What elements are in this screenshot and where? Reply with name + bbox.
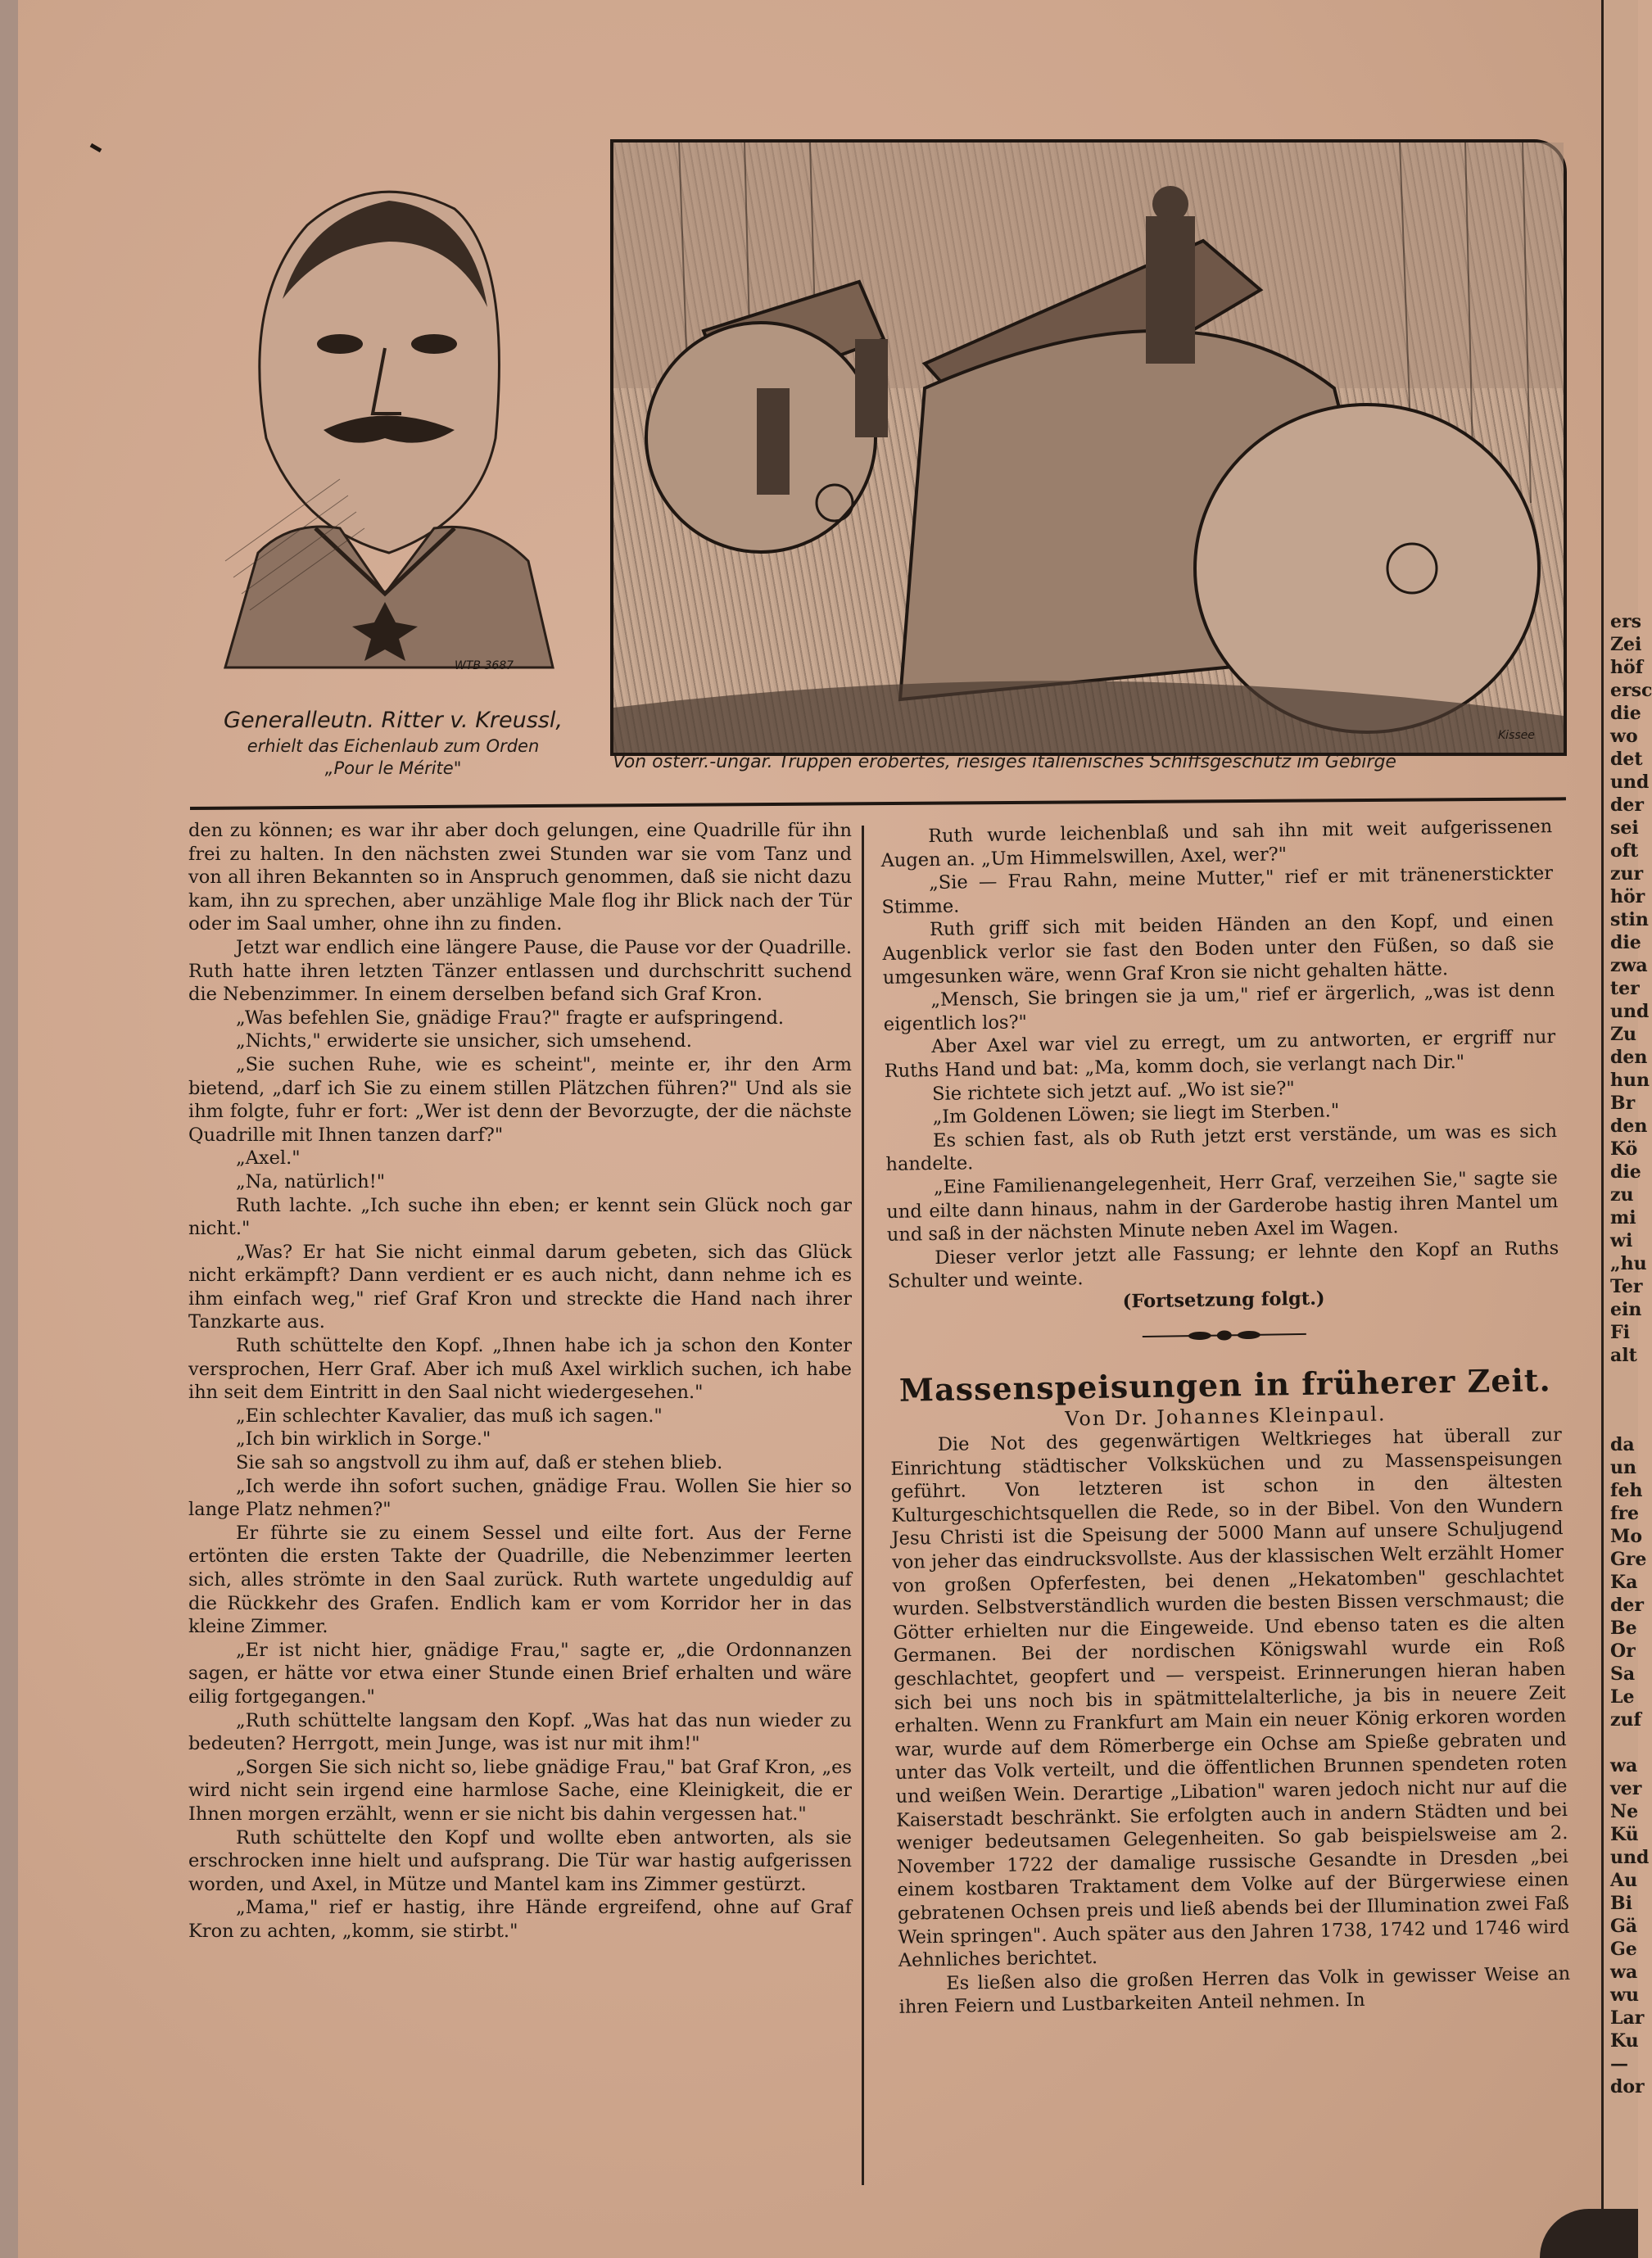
article-paragraph: Es ließen also die großen Herren das Volk in gewisser Weise an ihren Feiern und Lustbarkeiten Anteil nehmen. In bbox=[898, 1962, 1571, 2019]
serial-paragraph: Ruth schüttelte den Kopf. „Ihnen habe ich ja schon den Konter versprochen, Herr Graf. Aber ich muß Axel wirklich suchen, ich habe ihn seit dem Eintritt in den Saal nicht wiedergesehen." bbox=[188, 1335, 852, 1404]
adjacent-page bbox=[1604, 0, 1652, 2258]
serial-paragraph: Jetzt war endlich eine längere Pause, die Pause vor der Quadrille. Ruth hatte ihren letzten Tänzer entlassen und durchschritt suchend die Nebenzimmer. In einem derselben befand sich Graf Kron. bbox=[188, 936, 852, 1006]
serial-paragraph: „Ich bin wirklich in Sorge." bbox=[236, 1428, 491, 1450]
portrait-drawing bbox=[209, 168, 569, 667]
article-headline: Massenspeisungen in früherer Zeit. bbox=[898, 1361, 1551, 1410]
serial-paragraph: „Sie suchen Ruhe, wie es scheint", meinte er, ihr den Arm bietend, „darf ich Sie zu einem stillen Plätzchen führen?" Und als sie ihm folgte, fuhr er fort: „Wer ist denn der Bevorzugte, der die nächste Quadrille mit Ihnen tanzen darf?" bbox=[188, 1053, 852, 1146]
serial-paragraph: „Axel." bbox=[236, 1147, 301, 1170]
portrait-caption-line2: erhielt das Eichenlaub zum Orden bbox=[247, 736, 540, 756]
serial-paragraph: „Sorgen Sie sich nicht so, liebe gnädige Frau," bat Graf Kron, „es wird nicht sein irgend eine harmlose Sache, eine Kleinigkeit, die er Ihnen morgen erzählt, wenn er sie nicht bis dahin vergessen hat." bbox=[188, 1756, 852, 1825]
serial-paragraph: den zu können; es war ihr aber doch gelungen, eine Quadrille für ihn frei zu halten. In den nächsten zwei Stunden war sie vom Tanz und von all ihren Bekannten so in Anspruch genommen, daß sie nicht dazu kam, ihn zu sprechen, aber unzählige Male flog ihr Blick nach der Tür oder im Saal umher, ohne ihn zu finden. bbox=[188, 820, 852, 935]
naval-gun-illustration bbox=[610, 139, 1567, 756]
gun-caption: Von österr.-ungar. Truppen erobertes, riesiges italienisches Schiffsgeschütz im Gebirge bbox=[613, 752, 1396, 772]
serial-paragraph: Ruth schüttelte den Kopf und wollte eben antworten, als sie erschrocken inne hielt und aufsprang. Die Tür war hastig aufgerissen worden, und Axel, in Mütze und Mantel kam ins Zimmer gestürzt. bbox=[188, 1826, 852, 1895]
adjacent-page-text-lower: da un feh fre Mo Gre Ka der Be Or Sa Le zuf wa ver Ne Kü und Au Bi Gä Ge wa wu Lar Ku — dor bbox=[1610, 1434, 1650, 2097]
serial-paragraph: „Was befehlen Sie, gnädige Frau?" fragte er aufspringend. bbox=[236, 1007, 785, 1029]
article-byline: Von Dr. Johannes Kleinpaul. bbox=[1065, 1402, 1387, 1432]
serial-paragraph: „Ruth schüttelte langsam den Kopf. „Was hat das nun wieder zu bedeuten? Herrgott, mein Junge, was ist nur mit ihm!" bbox=[188, 1709, 852, 1755]
serial-paragraph: „Ein schlechter Kavalier, das muß ich sagen." bbox=[236, 1405, 663, 1427]
portrait-credit: WTB 3687 bbox=[455, 659, 514, 672]
serial-paragraph: „Sie — Frau Rahn, meine Mutter," rief er mit tränenerstickter Stimme. bbox=[881, 862, 1554, 918]
serial-paragraph: Es schien fast, als ob Ruth jetzt erst verstände, um was es sich handelte. bbox=[885, 1120, 1558, 1176]
serial-paragraph: Ruth wurde leichenblaß und sah ihn mit weit aufgerissenen Augen an. „Um Himmelswillen, Axel, wer?" bbox=[880, 816, 1553, 871]
serial-paragraph: „Nichts," erwiderte sie unsicher, sich umsehend. bbox=[236, 1030, 692, 1052]
portrait-caption-line3: „Pour le Mérite" bbox=[324, 758, 462, 778]
serial-paragraph: „Eine Familienangelegenheit, Herr Graf, verzeihen Sie," sagte sie und eilte dann hinaus, nahm in der Garderobe hastig ihren Mantel um und saß in der nächsten Minute neben Axel im Wagen. bbox=[886, 1166, 1559, 1247]
serial-paragraph: „Im Goldenen Löwen; sie liegt im Sterben." bbox=[932, 1100, 1340, 1129]
serial-paragraph: Sie richtete sich jetzt auf. „Wo ist sie?" bbox=[931, 1077, 1295, 1105]
serial-paragraph: „Was? Er hat Sie nicht einmal darum gebeten, sich das Glück nicht erkämpft? Dann verdient er es auch nicht, dann nehme ich es ihm einfach weg," rief Graf Kron und streckte die Hand nach ihrer Tanzkarte aus. bbox=[188, 1241, 852, 1333]
left-page-edge bbox=[0, 0, 19, 2258]
serial-paragraph: „Mensch, Sie bringen sie ja um," rief er ärgerlich, „was ist denn eigentlich los?" bbox=[883, 980, 1555, 1035]
portrait-caption-name: Generalleutn. Ritter v. Kreussl, bbox=[224, 708, 563, 733]
column-divider bbox=[862, 826, 864, 2185]
right-column bbox=[880, 815, 1571, 2020]
article-paragraph: Die Not des gegenwärtigen Weltkrieges hat überall zur Einrichtung städtischer Volksküchen und zu Massenspeisungen geführt. Von letzteren ist schon in den ältesten Kulturgeschichtsquellen die Rede, so in der Bibel. Von den Wundern Jesu Christi ist die Speisung der 5000 Mann auf unsere Schuljugend von jeher das eindrucksvollste. Aus der klassischen Welt erzählt Homer von großen Opferfesten, bei denen „Hekatomben" geschlachtet wurden. Selbstverständlich wurden die besten Bissen verschmaust; die Götter erhielten nur die Eingeweide. Und ebenso taten es die alten Germanen. Bei der nordischen Königswahl wurde ein Roß geschlachtet, geopfert und — verspeist. Erinnerungen hieran haben sich bei uns noch bis in spätmittelalterliche, ja bis in neuere Zeit erhalten. Wenn zu Frankfurt am Main ein neuer König erkoren worden war, wurde auf dem Römerberge ein Ochse am Spieße gebraten und unter das Volk verteilt, und die öffentlichen Brunnen spendeten roten und weißen Wein. Derartige „Libation" waren jedoch nicht nur auf die Kaiserstadt beschränkt. Sie erfolgten auch in andern Städten und bei weniger bedeutsamen Gelegenheiten. So gab beispielsweise am 2. November 1722 der damalige russische Gesandte in Dresden „bei einem kostbaren Traktament dem Volke auf der Bürgerwiese einen gebratenen Ochsen preis und ließ abends bei der Illumination zwei Faß Wein springen". Auch später aus den Jahren 1738, 1742 und 1746 wird Aehnliches berichtet. bbox=[890, 1424, 1570, 1971]
serial-paragraph: „Ich werde ihn sofort suchen, gnädige Frau. Wollen Sie hier so lange Platz nehmen?" bbox=[188, 1475, 852, 1521]
serial-paragraph: Sie sah so angstvoll zu ihm auf, daß er stehen blieb. bbox=[236, 1452, 723, 1474]
serial-paragraph: Dieser verlor jetzt alle Fassung; er lehnte den Kopf an Ruths Schulter und weinte. bbox=[887, 1237, 1559, 1293]
serial-paragraph: Ruth griff sich mit beiden Händen an den Kopf, und einen Augenblick verlor sie fast den Boden unter den Füßen, so daß sie umgesunken wäre, wenn Graf Kron sie nicht gehalten hätte. bbox=[882, 909, 1555, 989]
serial-paragraph: „Mama," rief er hastig, ihre Hände ergreifend, ohne auf Graf Kron zu achten, „komm, sie stirbt." bbox=[188, 1897, 852, 1942]
serial-left-column bbox=[188, 819, 852, 1944]
naval-gun-drawing bbox=[613, 143, 1564, 753]
ornament-divider bbox=[1143, 1328, 1306, 1342]
serial-paragraph: Er führte sie zu einem Sessel und eilte fort. Aus der Ferne ertönten die ersten Takte der Quadrille, die Nebenzimmer leerten sich, alles strömte in den Saal zurück. Ruth wartete ungeduldig auf die Rückkehr des Grafen. Endlich kam er vom Korridor her in das kleine Zimmer. bbox=[188, 1522, 852, 1638]
adjacent-page-text-upper: ers Zei höf ersc die wo det und der sei oft zur hör stin die zwa ter und Zu den hun Br den Kö die zu mi wi „hu Ter ein Fi alt bbox=[1610, 611, 1652, 1366]
serial-paragraph: Aber Axel war viel zu erregt, um zu antworten, er ergriff nur Ruths Hand und bat: „Ma, komm doch, sie verlangt nach Dir." bbox=[884, 1026, 1556, 1082]
gun-signature: Kissee bbox=[1498, 729, 1535, 742]
serial-paragraph: „Na, natürlich!" bbox=[236, 1170, 386, 1192]
serial-paragraph: Ruth lachte. „Ich suche ihn eben; er kennt sein Glück noch gar nicht." bbox=[188, 1194, 852, 1240]
portrait-illustration bbox=[209, 168, 569, 667]
serial-paragraph: „Er ist nicht hier, gnädige Frau," sagte er, „die Ordonnanzen sagen, er hätte vor etwa einer Stunde einen Brief erhalten und wäre eilig fortgegangen." bbox=[188, 1639, 852, 1708]
to-be-continued: (Fortsetzung folgt.) bbox=[1122, 1287, 1325, 1313]
portrait-caption bbox=[188, 706, 598, 780]
